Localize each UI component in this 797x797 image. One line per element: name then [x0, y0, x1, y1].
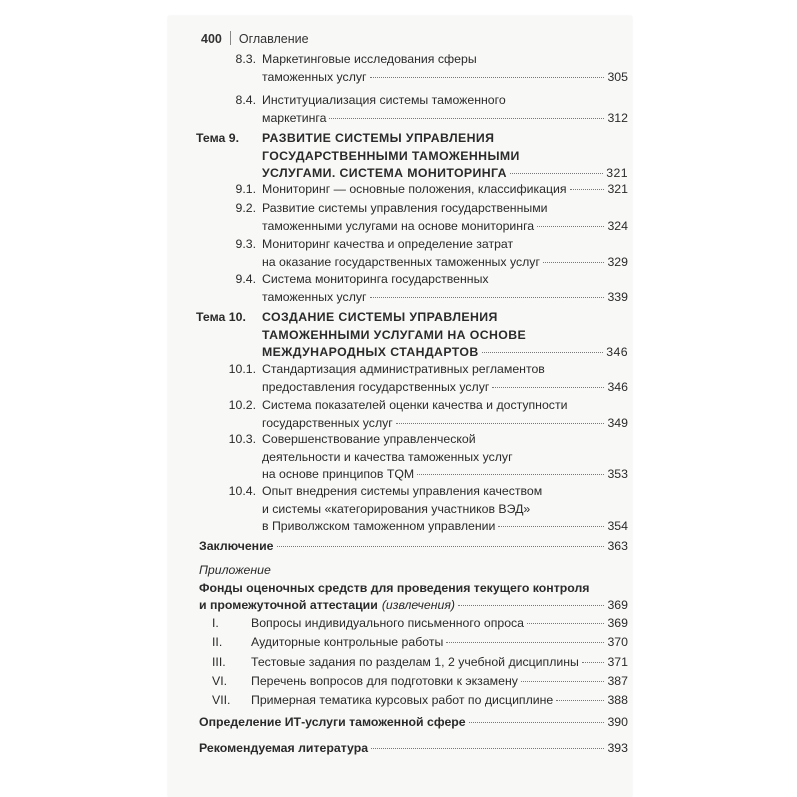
toc-entry-8-3[interactable]: Маркетинговые исследования сферы таможенных услуг 305 — [262, 51, 628, 86]
toc-number: 10.4. — [228, 484, 256, 498]
toc-topic-9[interactable]: РАЗВИТИЕ СИСТЕМЫ УПРАВЛЕНИЯ ГОСУДАРСТВЕННЫМИ ТАМОЖЕННЫМИ УСЛУГАМИ. СИСТЕМА МОНИТОРИНГА 321 — [262, 130, 628, 183]
dot-leader — [556, 700, 604, 701]
toc-topic-number: Тема 10. — [196, 310, 246, 324]
toc-entry-10-4[interactable]: Опыт внедрения системы управления качеством и системы «категорирования участников ВЭД» в Приволжском таможенном управлении 354 — [262, 483, 628, 536]
dot-leader — [492, 387, 604, 388]
toc-page: 363 — [607, 539, 628, 553]
toc-page: 369 — [607, 598, 628, 612]
toc-number: 10.3. — [228, 432, 256, 446]
toc-literature[interactable]: Рекомендуемая литература 393 — [199, 740, 628, 758]
toc-entry-10-1[interactable]: Стандартизация административных регламентов предоставления государственных услуг 346 — [262, 361, 628, 396]
toc-page: 305 — [607, 69, 628, 84]
toc-entry-9-3[interactable]: Мониторинг качества и определение затрат на оказание государственных таможенных услуг 329 — [262, 236, 628, 271]
toc-appendix-item-1[interactable]: Вопросы индивидуального письменного опроса 369 — [251, 615, 628, 633]
toc-entry-8-4[interactable]: Институциализация системы таможенного маркетинга 312 — [262, 92, 628, 127]
toc-topic-number: Тема 9. — [196, 131, 240, 145]
toc-page: 390 — [607, 715, 628, 729]
dot-leader — [582, 662, 605, 663]
toc-entry-10-2[interactable]: Система показателей оценки качества и доступности государственных услуг 349 — [262, 397, 628, 432]
toc-number: VII. — [212, 693, 231, 707]
toc-number: 9.4. — [235, 272, 256, 286]
dot-leader — [370, 297, 605, 298]
running-header — [201, 31, 309, 46]
toc-page: 312 — [607, 110, 628, 125]
dot-leader — [370, 77, 605, 78]
dot-leader — [329, 118, 604, 119]
toc-page: 321 — [606, 166, 628, 180]
dot-leader — [527, 623, 604, 624]
dot-leader — [277, 546, 605, 547]
dot-leader — [458, 605, 604, 606]
toc-number: I. — [212, 616, 219, 630]
toc-appendix-item-7[interactable]: Примерная тематика курсовых работ по дисциплине 388 — [251, 692, 628, 710]
toc-entry-9-4[interactable]: Система мониторинга государственных таможенных услуг 339 — [262, 271, 628, 306]
toc-entry-9-2[interactable]: Развитие системы управления государственными таможенными услугами на основе мониторинга 324 — [262, 200, 628, 235]
dot-leader — [510, 173, 603, 174]
dot-leader — [417, 474, 604, 475]
toc-appendix-item-2[interactable]: Аудиторные контрольные работы 370 — [251, 634, 628, 652]
toc-entry-10-3[interactable]: Совершенствование управленческой деятельности и качества таможенных услуг на основе принципов TQM 353 — [262, 431, 628, 484]
toc-page: 388 — [607, 693, 628, 707]
page-number: 400 — [201, 32, 222, 46]
toc-page: 339 — [607, 289, 628, 304]
dot-leader — [570, 189, 605, 190]
toc-page: 353 — [607, 467, 628, 481]
toc-appendix[interactable]: Приложение Фонды оценочных средств для проведения текущего контроля и промежуточной аттестации (извлечения) 369 — [199, 562, 628, 615]
dot-leader — [482, 352, 604, 353]
dot-leader — [371, 748, 604, 749]
toc-number: 10.2. — [228, 398, 256, 412]
toc-appendix-item-3[interactable]: Тестовые задания по разделам 1, 2 учебной дисциплины 371 — [251, 654, 628, 672]
toc-page: 369 — [607, 616, 628, 630]
toc-topic-10[interactable]: СОЗДАНИЕ СИСТЕМЫ УПРАВЛЕНИЯ ТАМОЖЕННЫМИ УСЛУГАМИ НА ОСНОВЕ МЕЖДУНАРОДНЫХ СТАНДАРТОВ 346 — [262, 309, 628, 362]
toc-number: 8.4. — [235, 93, 256, 107]
toc-entry-9-1[interactable]: Мониторинг — основные положения, классификация 321 — [262, 181, 628, 199]
header-divider — [230, 31, 231, 45]
toc-conclusion[interactable]: Заключение 363 — [199, 538, 628, 556]
toc-page: 370 — [607, 635, 628, 649]
appendix-kicker: Приложение — [199, 563, 271, 577]
toc-page: 371 — [607, 655, 628, 669]
toc-page: 387 — [607, 674, 628, 688]
toc-page: 346 — [606, 345, 628, 359]
toc-number: 8.3. — [235, 52, 256, 66]
toc-number: II. — [212, 635, 223, 649]
toc-page: 346 — [607, 379, 628, 394]
toc-definitions[interactable]: Определение ИТ-услуги таможенной сфере 390 — [199, 714, 628, 732]
toc-page: 324 — [607, 218, 628, 233]
toc-appendix-item-6[interactable]: Перечень вопросов для подготовки к экзамену 387 — [251, 673, 628, 691]
toc-page: 321 — [607, 182, 628, 196]
toc-number: 9.3. — [235, 237, 256, 251]
toc-page: 329 — [607, 254, 628, 269]
toc-number: 9.2. — [235, 201, 256, 215]
dot-leader — [396, 423, 605, 424]
header-section-title: Оглавление — [238, 32, 309, 46]
toc-page: 349 — [607, 415, 628, 430]
dot-leader — [543, 262, 605, 263]
dot-leader — [521, 681, 605, 682]
toc-page: 393 — [607, 741, 628, 755]
dot-leader — [498, 526, 604, 527]
toc-number: III. — [212, 655, 226, 669]
dot-leader — [446, 642, 604, 643]
dot-leader — [537, 226, 604, 227]
toc-page: 354 — [607, 519, 628, 533]
toc-number: 10.1. — [228, 362, 256, 376]
toc-number: 9.1. — [235, 182, 256, 196]
toc-number: VI. — [212, 674, 228, 688]
dot-leader — [469, 722, 605, 723]
